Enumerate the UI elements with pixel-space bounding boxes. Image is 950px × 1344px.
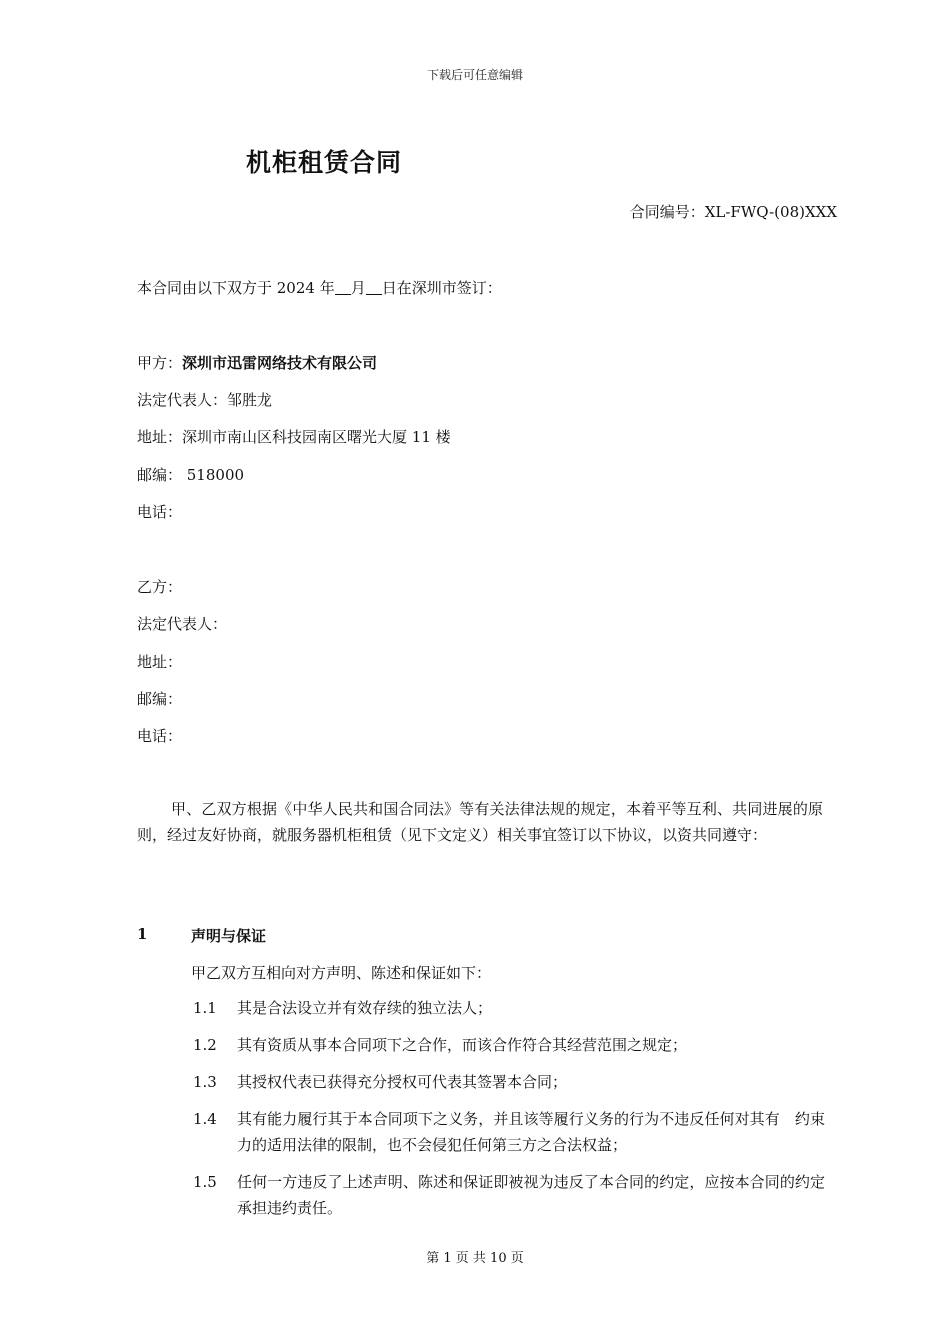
list-item-text: 其有资质从事本合同项下之合作，而该合作符合其经营范围之规定； — [237, 1036, 688, 1054]
day-blank — [366, 280, 382, 295]
signing-statement-place: 日在深圳市签订： — [381, 279, 502, 297]
list-item — [193, 1106, 825, 1158]
signing-statement-month: 月 — [350, 279, 366, 297]
preamble-paragraph: 甲、乙双方根据《中华人民共和国合同法》等有关法律法规的规定，本着平等互利、共同进展的原则，经过友好协商，就服务器机柜租赁（见下文定义）相关事宜签订以下协议，以资共同遵守： — [137, 800, 823, 844]
party-b-phone: 电话： — [137, 727, 183, 745]
document-title: 机柜租赁合同 — [246, 148, 403, 177]
section-1-intro: 甲乙双方互相向对方声明、陈述和保证如下： — [191, 964, 492, 982]
party-a-line — [137, 352, 377, 373]
party-b-postcode: 邮编： — [137, 690, 183, 708]
party-a-postcode: 邮编： 518000 — [137, 466, 245, 484]
month-blank — [335, 280, 351, 295]
list-item — [193, 995, 825, 1021]
list-item-number: 1.4 — [193, 1110, 217, 1128]
list-item-text: 其有能力履行其于本合同项下之义务，并且该等履行义务的行为不违反任何对其有 约束力的适用法律的限制，也不会侵犯任何第三方之合法权益； — [237, 1110, 825, 1154]
party-a-rep: 法定代表人：邹胜龙 — [137, 391, 273, 409]
list-item-number: 1.3 — [193, 1073, 217, 1091]
list-item-text: 其授权代表已获得充分授权可代表其签署本合同； — [237, 1073, 568, 1091]
party-a-address: 地址：深圳市南山区科技园南区曙光大厦 11 楼 — [137, 428, 451, 446]
list-item-number: 1.1 — [193, 999, 217, 1017]
list-item — [193, 1169, 825, 1221]
party-b-rep: 法定代表人： — [137, 615, 228, 633]
contract-number: 合同编号：XL-FWQ-(08)XXX — [629, 203, 837, 221]
list-item-text: 任何一方违反了上述声明、陈述和保证即被视为违反了本合同的约定，应按本合同的约定承担违约责任。 — [237, 1173, 825, 1217]
party-b-address: 地址： — [137, 653, 183, 671]
header-note: 下载后可任意编辑 — [426, 68, 523, 82]
list-item-text: 其是合法设立并有效存续的独立法人； — [237, 999, 493, 1017]
section-1-number: 1 — [137, 925, 148, 943]
party-a-name: 深圳市迅雷网络技术有限公司 — [182, 354, 378, 372]
signing-statement — [137, 277, 502, 298]
signing-statement-year: 本合同由以下双方于 2024 年 — [137, 279, 335, 297]
list-item — [193, 1032, 825, 1058]
list-item-number: 1.2 — [193, 1036, 217, 1054]
party-b-label: 乙方： — [137, 578, 183, 596]
party-a-phone: 电话： — [137, 503, 183, 521]
page-footer: 第 1 页 共 10 页 — [426, 1251, 524, 1266]
list-item — [193, 1069, 825, 1095]
list-item-number: 1.5 — [193, 1173, 217, 1191]
party-a-label: 甲方： — [137, 354, 183, 372]
section-1-title: 声明与保证 — [191, 927, 267, 945]
